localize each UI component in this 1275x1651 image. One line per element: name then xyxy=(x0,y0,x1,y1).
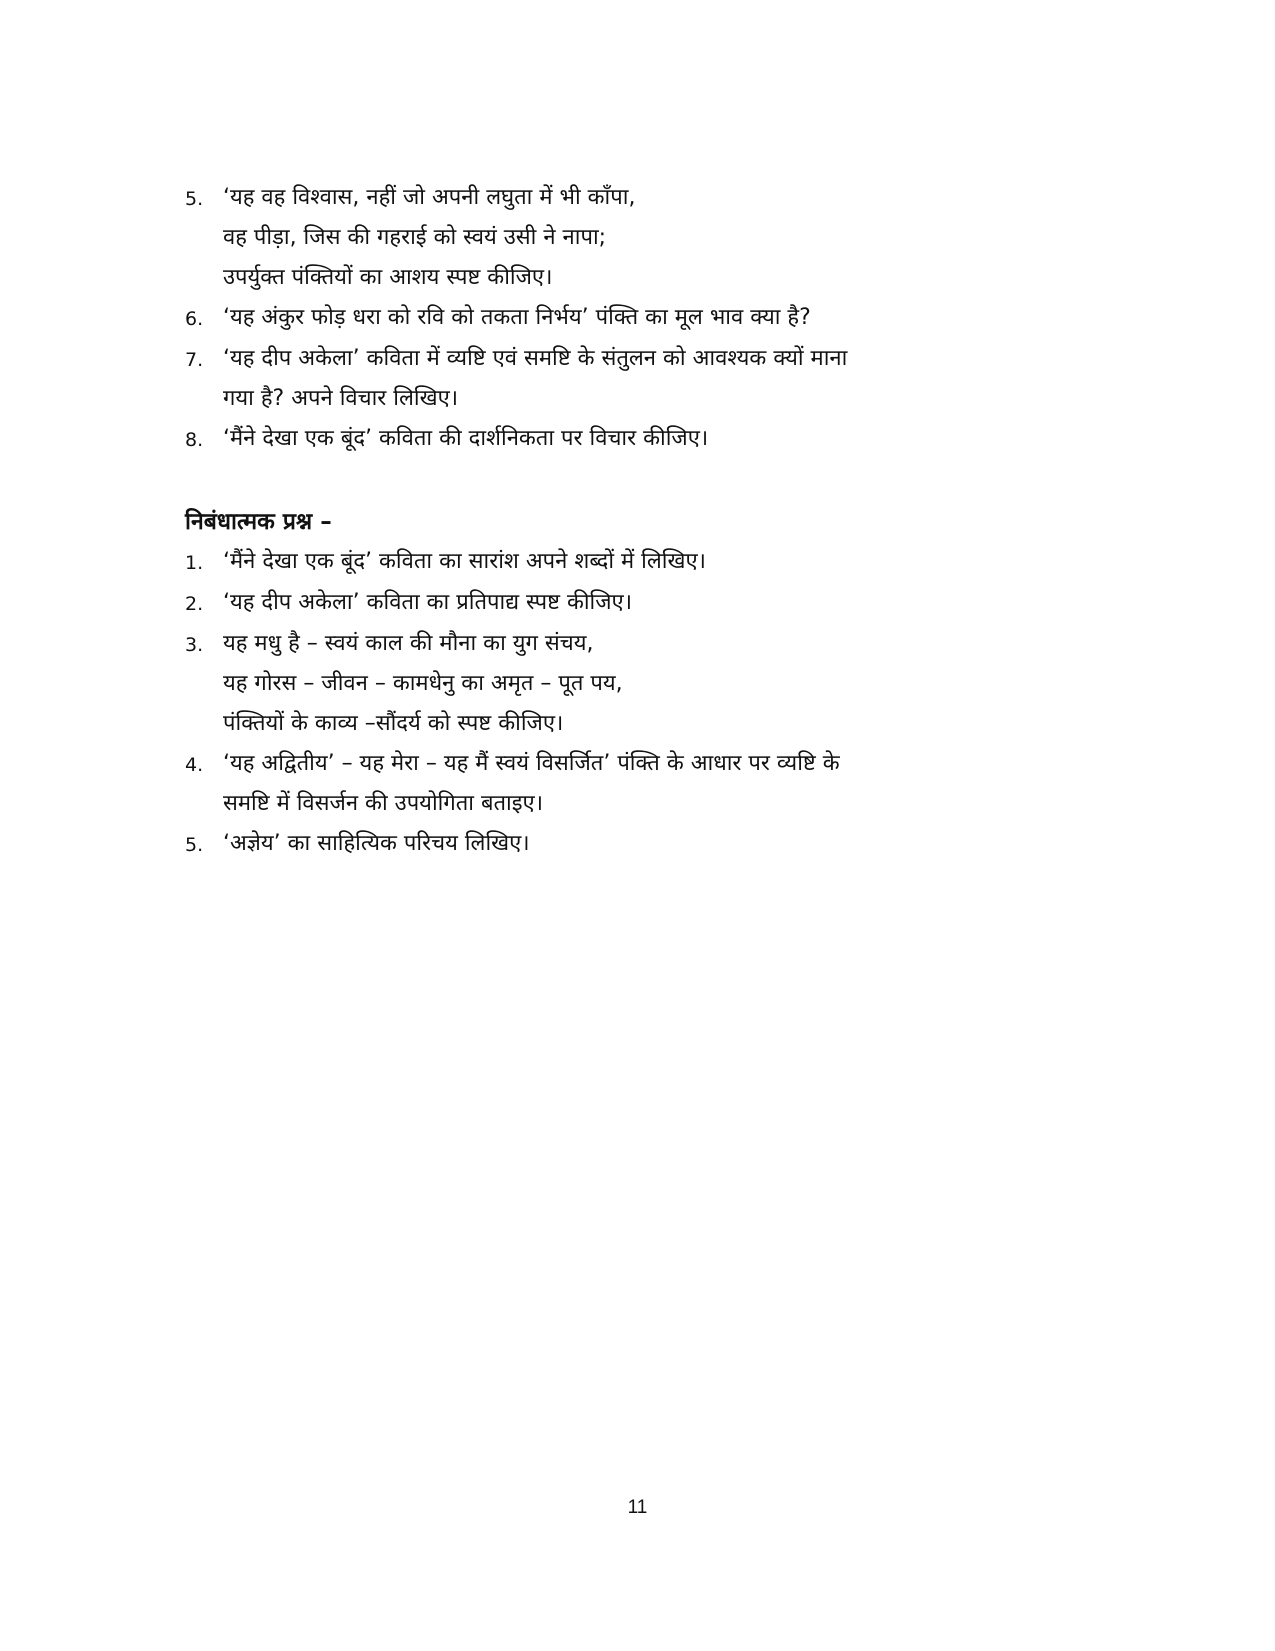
question-line: ‘मैंने देखा एक बूंद’ कविता का सारांश अपने शब्दों में लिखिए। xyxy=(223,549,706,574)
question-text xyxy=(223,583,1085,623)
question-item xyxy=(185,583,1085,624)
question-item xyxy=(185,298,1085,339)
question-number: 4. xyxy=(185,754,204,776)
question-text xyxy=(223,298,1085,338)
page-number: 11 xyxy=(627,1497,648,1518)
question-item xyxy=(185,339,1085,419)
question-line: गया है? अपने विचार लिखिए। xyxy=(223,386,459,411)
question-number: 7. xyxy=(185,349,204,371)
question-line: वह पीड़ा, जिस की गहराई को स्वयं उसी ने नापा; xyxy=(223,225,607,250)
question-line: ‘अज्ञेय’ का साहित्यिक परिचय लिखिए। xyxy=(223,831,530,856)
question-item xyxy=(185,624,1085,744)
essay-question-list xyxy=(185,542,1085,865)
section-heading: निबंधात्मक प्रश्न – xyxy=(185,509,332,535)
question-line: पंक्तियों के काव्य –सौंदर्य को स्पष्ट कीजिए। xyxy=(223,711,564,736)
question-item xyxy=(185,542,1085,583)
question-item xyxy=(185,419,1085,460)
question-text xyxy=(223,542,1085,582)
question-number: 5. xyxy=(185,834,204,856)
question-line: ‘यह अंकुर फोड़ धरा को रवि को तकता निर्भय’ पंक्ति का मूल भाव क्या है? xyxy=(223,305,811,330)
question-number: 6. xyxy=(185,308,204,330)
question-item xyxy=(185,178,1085,298)
question-text xyxy=(223,824,1085,864)
question-number: 8. xyxy=(185,429,204,451)
question-line: ‘यह अद्वितीय’ – यह मेरा – यह मैं स्वयं विसर्जित’ पंक्ति के आधार पर व्यष्टि के xyxy=(223,751,840,776)
question-item xyxy=(185,824,1085,865)
question-line: ‘यह दीप अकेला’ कविता का प्रतिपाद्य स्पष्ट कीजिए। xyxy=(223,590,633,615)
question-item xyxy=(185,744,1085,824)
question-number: 1. xyxy=(185,552,204,574)
question-number: 2. xyxy=(185,593,204,615)
question-number: 5. xyxy=(185,188,204,210)
question-text xyxy=(223,178,1085,298)
short-answer-question-list xyxy=(185,178,1085,460)
question-text xyxy=(223,339,1085,419)
question-line: समष्टि में विसर्जन की उपयोगिता बताइए। xyxy=(223,791,544,816)
question-line: ‘मैंने देखा एक बूंद’ कविता की दार्शनिकता पर विचार कीजिए। xyxy=(223,426,709,451)
question-text xyxy=(223,744,1085,824)
question-text xyxy=(223,419,1085,459)
question-line: ‘यह वह विश्वास, नहीं जो अपनी लघुता में भी काँपा, xyxy=(223,185,636,210)
question-number: 3. xyxy=(185,634,204,656)
question-line: ‘यह दीप अकेला’ कविता में व्यष्टि एवं समष्टि के संतुलन को आवश्यक क्यों माना xyxy=(223,346,848,371)
question-line: यह गोरस – जीवन – कामधेनु का अमृत – पूत पय, xyxy=(223,671,623,696)
question-text xyxy=(223,624,1085,744)
question-line: उपर्युक्त पंक्तियों का आशय स्पष्ट कीजिए। xyxy=(223,265,553,290)
question-line: यह मधु है – स्वयं काल की मौना का युग संचय, xyxy=(223,631,594,656)
